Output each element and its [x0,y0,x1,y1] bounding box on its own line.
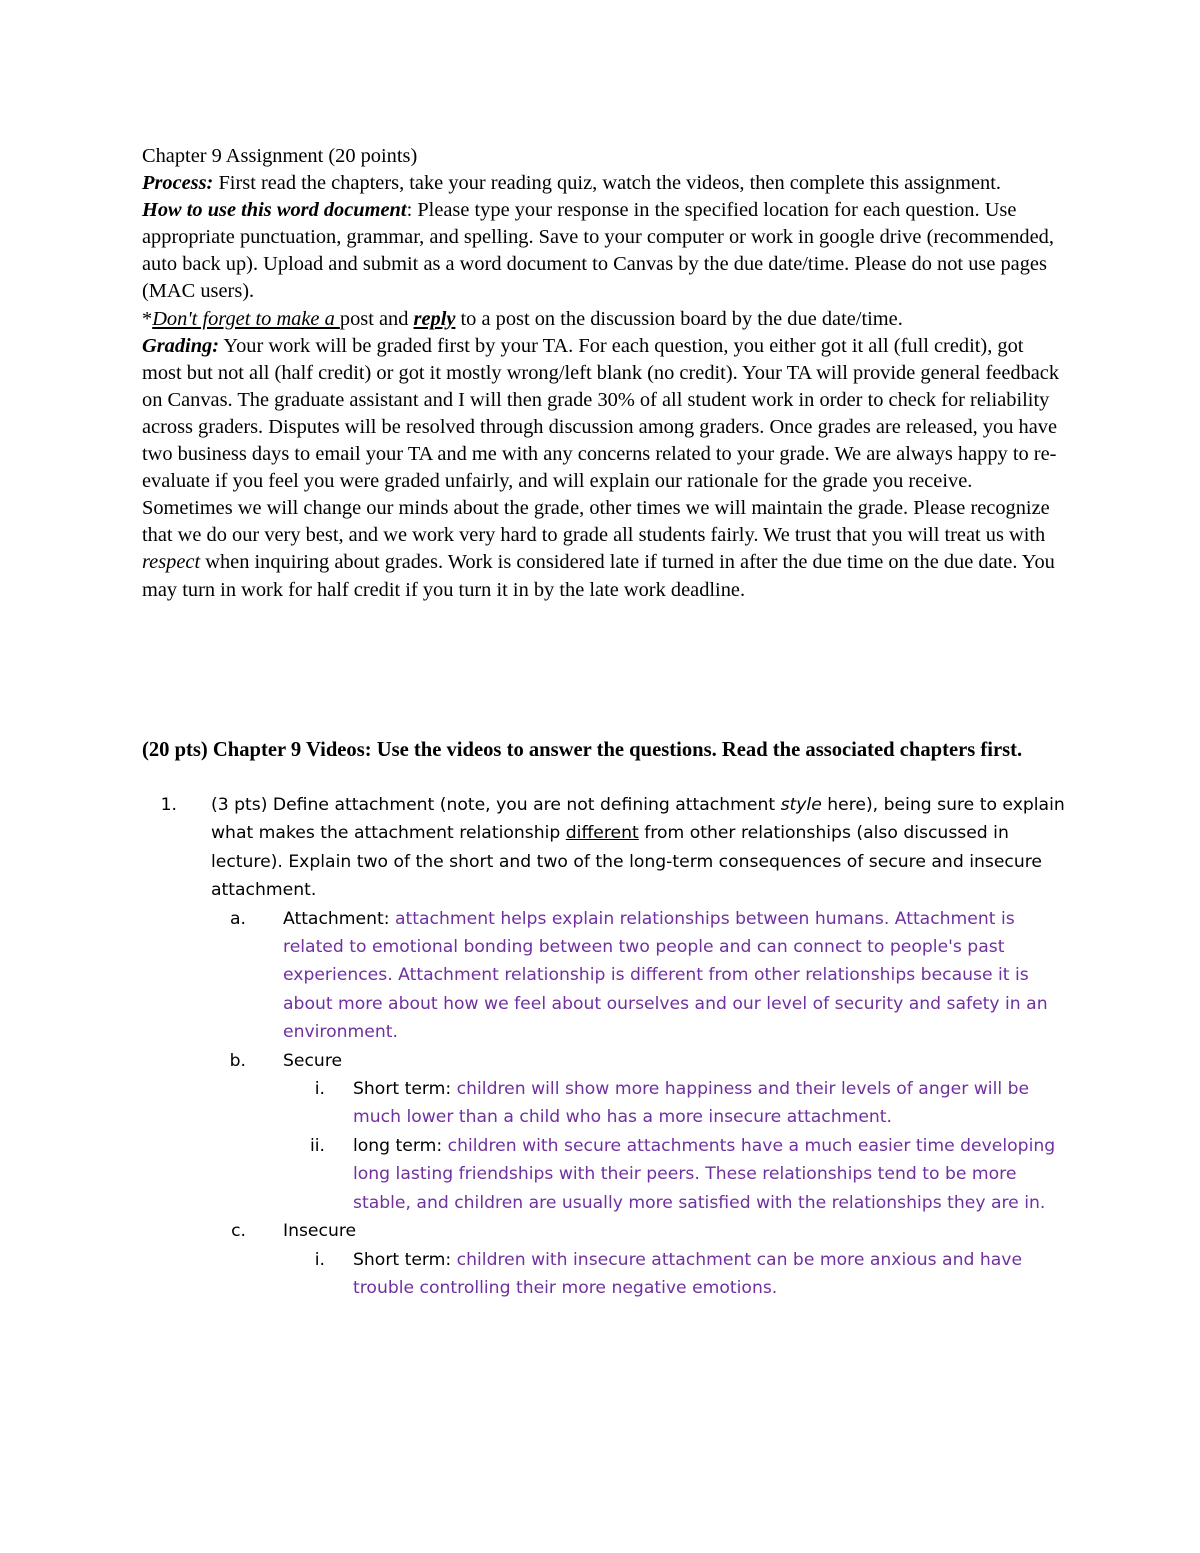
question-text [211,791,1072,905]
question-list [142,791,1072,1302]
subitem-body [353,1246,1072,1303]
subitem-label: Short term: [353,1249,457,1270]
answer-text: children with secure attachments have a much easier time developing long lasting friendships with their peers. These relationships tend to be more stable, and children are usually more satisfied with the relationships they are in. [353,1135,1056,1213]
item-label: Attachment: [283,908,396,929]
subitem-label: long term: [353,1135,448,1156]
grading-paragraph [142,333,1062,604]
howto-label: How to use this word document [142,199,407,222]
item-body [283,905,1072,1047]
howto-text: : Please type your response in the specified location for each question. Use appropriate punctuation, grammar, and spelling. Save to your computer or work in google drive (recommended, auto back up). Upload and submit as a word document to Canvas by the due date/time. Please do not use pages (MAC users). [142,199,1054,303]
question-style-word: style [780,795,822,815]
reminder-reply: reply [413,307,456,330]
howto-paragraph [142,197,1062,305]
question-different-word: different [565,823,639,844]
process-label: Process: [142,172,214,195]
grading-text: Your work will be graded first by your TA. For each question, you either got it all (full credit), got most but not all (half credit) or got it mostly wrong/left blank (no credit). Your TA will provide general feedback on Canvas. The graduate assistant and I will then grade 30% of all student work in order to check for reliability across graders. Disputes will be resolved through discussion among graders. Once grades are released, you have two business days to email your TA and me with any concerns related to your grade. We are always happy to re-evaluate if you feel you were graded unfairly, and will explain our rationale for the grade you receive. Sometimes we will change our minds about the grade, other times we will maintain the grade. Please recognize that we do our very best, and we work very hard to grade all students fairly. We trust that you will treat us with [142,334,1060,547]
item-label: Secure [283,1050,343,1071]
reminder-text: post and [339,307,414,330]
question-text-part: (3 pts) Define attachment (note, you are not defining attachment [211,795,781,815]
process-paragraph [142,170,1062,197]
discussion-reminder [142,306,1062,333]
subitem-marker: i. [314,1249,325,1270]
answer-subitem-b-ii [283,1132,1072,1217]
item-marker: b. [229,1050,246,1071]
answer-text: children will show more happiness and their levels of anger will be much lower than a child who has a more insecure attachment. [353,1079,1030,1128]
reminder-emphasis: Don't forget to make a [152,307,340,330]
answer-item-c [211,1217,1072,1245]
item-marker: a. [230,908,246,929]
answer-subitem-c-i [283,1246,1072,1303]
reminder-text-end: to a post on the discussion board by the due date/time. [455,307,903,330]
subitem-marker: i. [314,1079,325,1100]
grading-respect: respect [142,551,201,574]
question-text-part: from other relationships (also discussed in lecture). Explain two of the short and two of the long-term consequences of secure and insecure attachment. [211,823,1042,901]
reminder-star: * [142,307,153,330]
subitem-label: Short term: [353,1079,457,1100]
assignment-instructions [142,143,1062,604]
item-label: Insecure [283,1221,357,1242]
question-1 [142,791,1072,905]
answer-subitem-b-i [283,1075,1072,1132]
subitem-body [353,1075,1072,1132]
answer-item-a [211,905,1072,1047]
answer-text: children with insecure attachment can be more anxious and have trouble controlling their more negative emotions. [353,1249,1023,1298]
item-marker: c. [231,1221,246,1242]
question-text-part: here), being sure to explain what makes the attachment relationship [211,795,1065,844]
answer-text: attachment helps explain relationships between humans. Attachment is related to emotional bonding between two people and can connect to people's past experiences. Attachment relationship is different from other relationships because it is about more about how we feel about ourselves and our level of security and safety in an environment. [283,908,1048,1043]
grading-label: Grading: [142,334,220,357]
section-heading: (20 pts) Chapter 9 Videos: Use the videos to answer the questions. Read the associated chapters first. [142,739,1023,761]
answer-item-b [211,1047,1072,1075]
document-title: Chapter 9 Assignment (20 points) [142,145,418,167]
grading-text-end: when inquiring about grades. Work is considered late if turned in after the due time on the due date. You may turn in work for half credit if you turn it in by the late work deadline. [142,551,1055,601]
process-text: First read the chapters, take your reading quiz, watch the videos, then complete this assignment. [213,172,1002,195]
subitem-marker: ii. [309,1135,325,1156]
subitem-body [353,1132,1072,1217]
question-number: 1. [160,795,177,815]
